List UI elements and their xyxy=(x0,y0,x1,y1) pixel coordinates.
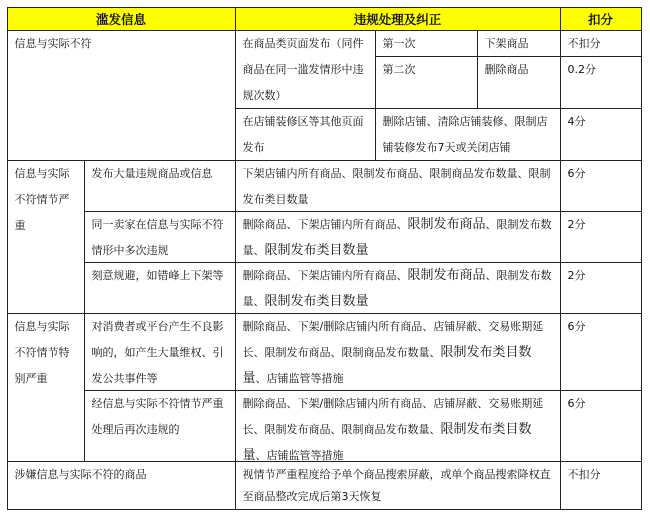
row2b-action-emph2: 限制发布类目数量 xyxy=(264,242,369,258)
row3b-action-part2: 、店铺监管等措施 xyxy=(255,448,344,462)
row3a-action-part1: 删除商品、下架/删除店铺内所有商品、店铺屏蔽、交易账期延长、限制发布商品、限制商品发布数量、 xyxy=(242,319,544,359)
row1-location2: 在店铺装修区等其他页面发布 xyxy=(235,108,376,161)
row1-type: 信息与实际不符 xyxy=(7,30,236,161)
row1-first: 第一次 xyxy=(375,30,478,57)
row3a-action xyxy=(235,313,561,391)
row2a-action: 下架店铺内所有商品、限制发布商品、限制商品发布数量、限制发布类目数量 xyxy=(235,160,561,212)
row4-points: 不扣分 xyxy=(560,461,642,510)
header-handling: 违规处理及纠正 xyxy=(235,7,561,31)
row3a-action-part2: 、店铺监管等措施 xyxy=(255,371,344,385)
row2c-action-part2: 、限制发布数量、 xyxy=(242,268,552,308)
row2b-action-part2: 、限制发布数量、 xyxy=(242,217,552,257)
row1-location1: 在商品类页面发布（同件商品在同一滥发情形中违规次数） xyxy=(235,30,376,109)
row2c-action-part1: 删除商品、下架店铺内所有商品、 xyxy=(242,268,408,282)
row3a-desc: 对消费者或平台产生不良影响的，如产生大量维权、引发公共事件等 xyxy=(84,313,236,391)
row3b-action-emph: 限制发布类目数量 xyxy=(242,421,532,462)
row2b-action-emph1: 限制发布商品 xyxy=(407,216,486,232)
row1-second: 第二次 xyxy=(375,56,478,109)
row2c-action-emph1: 限制发布商品 xyxy=(407,267,486,283)
row3a-action-emph: 限制发布类目数量 xyxy=(242,344,532,386)
row1-second-action: 删除商品 xyxy=(477,56,561,109)
penalty-table xyxy=(7,7,642,510)
row1-second-points: 0.2分 xyxy=(560,56,642,109)
row2b-action xyxy=(235,211,561,263)
row1-location2-action: 删除店铺、清除店铺装修、限制店铺装修发布7天或关闭店铺 xyxy=(375,108,561,161)
row2a-desc: 发布大量违规商品或信息 xyxy=(84,160,236,212)
row2c-action xyxy=(235,262,561,314)
header-points: 扣分 xyxy=(560,7,642,31)
row3a-points: 6分 xyxy=(560,313,642,391)
row4-action: 视情节严重程度给予单个商品搜索屏蔽，或单个商品搜索降权直至商品整改完成后第3天恢复 xyxy=(235,461,561,510)
row3-type: 信息与实际不符情节特别严重 xyxy=(7,313,85,462)
row3b-desc: 经信息与实际不符情节严重处理后再次违规的 xyxy=(84,390,236,462)
row2-type: 信息与实际不符情节严重 xyxy=(7,160,85,314)
row2c-points: 2分 xyxy=(560,262,642,314)
row1-location2-points: 4分 xyxy=(560,108,642,161)
row4-type: 涉嫌信息与实际不符的商品 xyxy=(7,461,236,510)
row1-first-action: 下架商品 xyxy=(477,30,561,57)
row3b-action-part1: 删除商品、下架/删除店铺内所有商品、店铺屏蔽、交易账期延长、限制发布商品、限制商品发布数量、 xyxy=(242,396,544,436)
row1-first-points: 不扣分 xyxy=(560,30,642,57)
row3b-action xyxy=(235,390,561,462)
row3b-points: 6分 xyxy=(560,390,642,462)
row2b-points: 2分 xyxy=(560,211,642,263)
row2c-action-emph2: 限制发布类目数量 xyxy=(264,293,369,309)
row2c-desc: 刻意规避，如错峰上下架等 xyxy=(84,262,236,314)
row2b-action-part1: 删除商品、下架店铺内所有商品、 xyxy=(242,217,408,231)
row2b-desc: 同一卖家在信息与实际不符情形中多次违规 xyxy=(84,211,236,263)
row2a-points: 6分 xyxy=(560,160,642,212)
header-misinfo: 滥发信息 xyxy=(7,7,236,31)
